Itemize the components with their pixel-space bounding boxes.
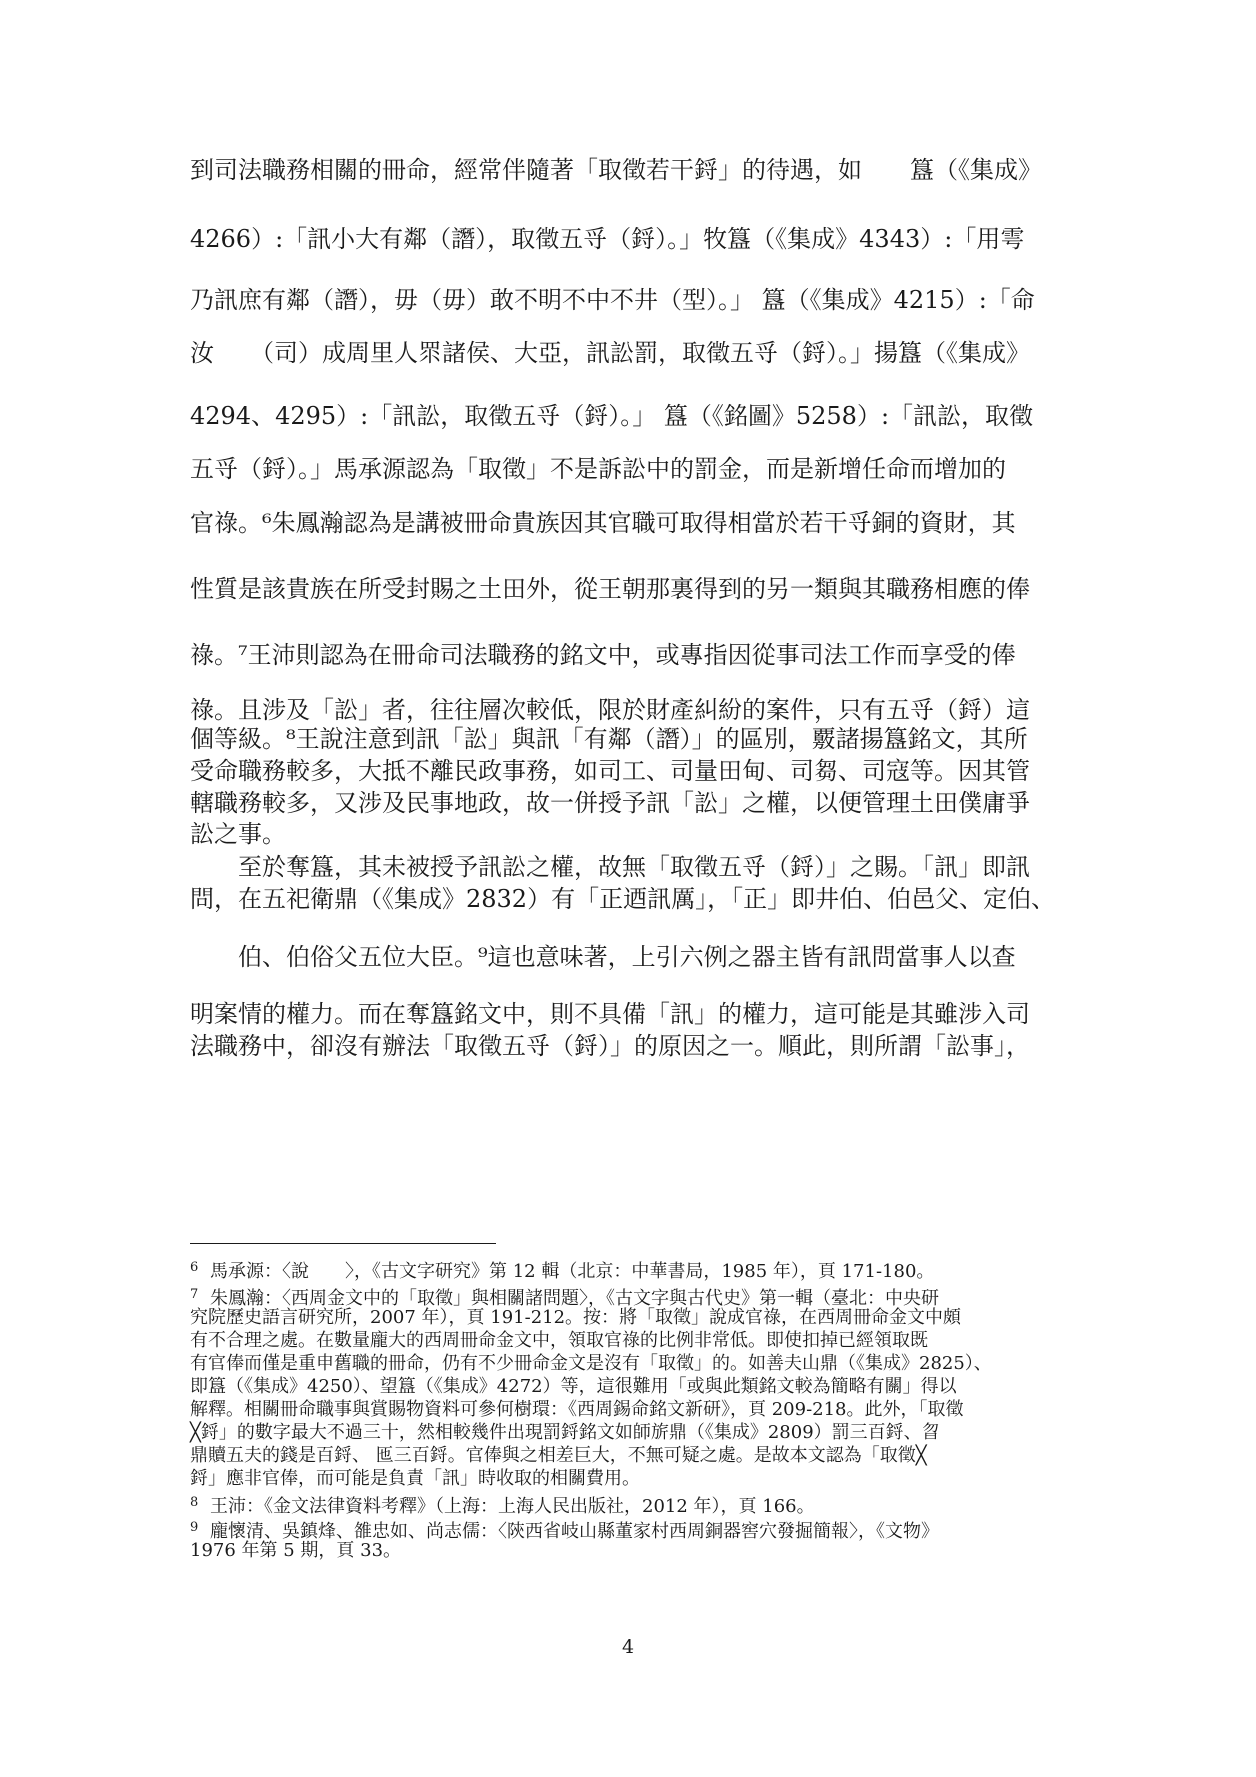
page-number: 4 — [621, 1636, 635, 1658]
footnote-number: 7 — [190, 1287, 199, 1302]
body-line: 祿。⁷王沛則認為在冊命司法職務的銘文中，或專指因從事司法工作而享受的俸 — [190, 641, 1016, 669]
body-line: 伯、伯俗父五位大臣。⁹這也意味著，上引六例之器主皆有訊問當事人以查 — [190, 943, 1016, 971]
body-line: 轄職務較多，又涉及民事地政，故一併授予訊「訟」之權，以便管理土田僕庸爭 — [190, 789, 1030, 817]
footnote-line: 究院歷史語言研究所，2007 年），頁 191-212。按：將「取徵」說成官祿，在西周冊命金文中頗 — [190, 1307, 962, 1328]
body-line: 法職務中，卻沒有辦法「取徵五寽（鋝）」的原因之一。順此，則所謂「訟事」， — [190, 1032, 1030, 1060]
body-line: 訟之事。 — [190, 820, 286, 848]
body-line: 4294、4295）:「訊訟，取徵五寽（鋝）。」 簋（《銘圖》5258）:「訊訟，取徵 — [190, 402, 1034, 430]
body-line: 至於奪簋，其未被授予訊訟之權，故無「取徵五寽（鋝）」之賜。「訊」即訊 — [190, 853, 1030, 881]
footnote-line: 解釋。相關冊命職事與賞賜物資料可參何樹環：《西周錫命銘文新研》，頁 209-218。此外，「取徵 — [190, 1399, 964, 1420]
footnote-line: 有官俸而僅是重申舊職的冊命，仍有不少冊命金文是沒有「取徵」的。如善夫山鼎（《集成》2825）、 — [190, 1353, 992, 1374]
footnote-line: 鋝」應非官俸，而可能是負責「訊」時收取的相關費用。 — [190, 1468, 640, 1489]
footnote-6 — [190, 1257, 1080, 1282]
body-line: 4266）:「訊小大有鄰（譖），取徵五寽（鋝）。」牧簋（《集成》4343）:「用雩 — [190, 225, 1025, 253]
body-line: 五寽（鋝）。」馬承源認為「取徵」不是訴訟中的罰金，而是新增任命而增加的 — [190, 455, 1006, 483]
footnote-line: 王沛：《金文法律資料考釋》（上海：上海人民出版社，2012 年），頁 166。 — [210, 1496, 815, 1517]
body-line: 受命職務較多，大抵不離民政事務，如司工、司量田甸、司芻、司寇等。因其管 — [190, 757, 1030, 785]
footnote-line: 朱鳳瀚：〈西周金文中的「取徵」與相關諸問題〉，《古文字與古代史》第一輯（臺北：中央研 — [210, 1288, 939, 1309]
footnote-number: 8 — [190, 1495, 199, 1510]
body-line: 性質是該貴族在所受封賜之土田外，從王朝那裏得到的另一類與其職務相應的俸 — [190, 575, 1030, 603]
footnote-7 — [190, 1284, 1080, 1309]
footnote-line: 鼎贖五夫的錢是百鋝、 匜三百鋝。官俸與之相差巨大，不無可疑之處。是故本文認為「取徵╳ — [190, 1445, 927, 1466]
footnote-9 — [190, 1517, 1080, 1542]
body-line: 官祿。⁶朱鳳瀚認為是講被冊命貴族因其官職可取得相當於若干寽銅的資財，其 — [190, 509, 1016, 537]
body-line: 祿。且涉及「訟」者，往往層次較低，限於財產糾紛的案件，只有五寽（鋝）這 — [190, 696, 1030, 724]
body-line: 明案情的權力。而在奪簋銘文中，則不具備「訊」的權力，這可能是其雖涉入司 — [190, 1000, 1030, 1028]
footnote-8 — [190, 1492, 1080, 1517]
footnote-line: 即簋（《集成》4250）、望簋（《集成》4272）等，這很難用「或與此類銘文較為簡略有關」得以 — [190, 1376, 957, 1397]
body-line: 汝 （司）成周里人眔諸侯、大亞，訊訟罰，取徵五寽（鋝）。」揚簋（《集成》 — [190, 339, 1030, 367]
body-line: 到司法職務相關的冊命，經常伴隨著「取徵若干鋝」的待遇，如 簋（《集成》 — [190, 156, 1042, 184]
footnote-line: 龐懷清、吳鎮烽、雒忠如、尚志儒：〈陝西省岐山縣董家村西周銅器窖穴發掘簡報〉，《文物》 — [210, 1521, 939, 1542]
footnote-line: 有不合理之處。在數量龐大的西周冊命金文中，領取官祿的比例非常低。即使扣掉已經領取既 — [190, 1330, 928, 1351]
body-line: 乃訊庶有鄰（譖），毋（毋）敢不明不中不井（型）。」 簋（《集成》4215）:「命 — [190, 286, 1035, 314]
body-line: 個等級。⁸王說注意到訊「訟」與訊「有鄰（譖）」的區別，覈諸揚簋銘文，其所 — [190, 725, 1028, 753]
footnote-line: 馬承源：〈說 〉，《古文字研究》第 12 輯（北京：中華書局，1985 年），頁 171-180。 — [210, 1261, 935, 1282]
footnote-number: 6 — [190, 1260, 199, 1275]
footnote-rule — [190, 1243, 496, 1244]
footnote-line: 1976 年第 5 期，頁 33。 — [190, 1540, 402, 1561]
footnote-number: 9 — [190, 1520, 199, 1535]
body-line: 問，在五祀衛鼎（《集成》2832）有「正迺訊厲」，「正」即井伯、伯邑父、定伯、 — [190, 885, 1056, 913]
footnote-line: ╳鋝」的數字最大不過三十，然相較幾件出現罰鋝銘文如師旂鼎（《集成》2809）罰三百鋝、曶 — [190, 1422, 940, 1443]
